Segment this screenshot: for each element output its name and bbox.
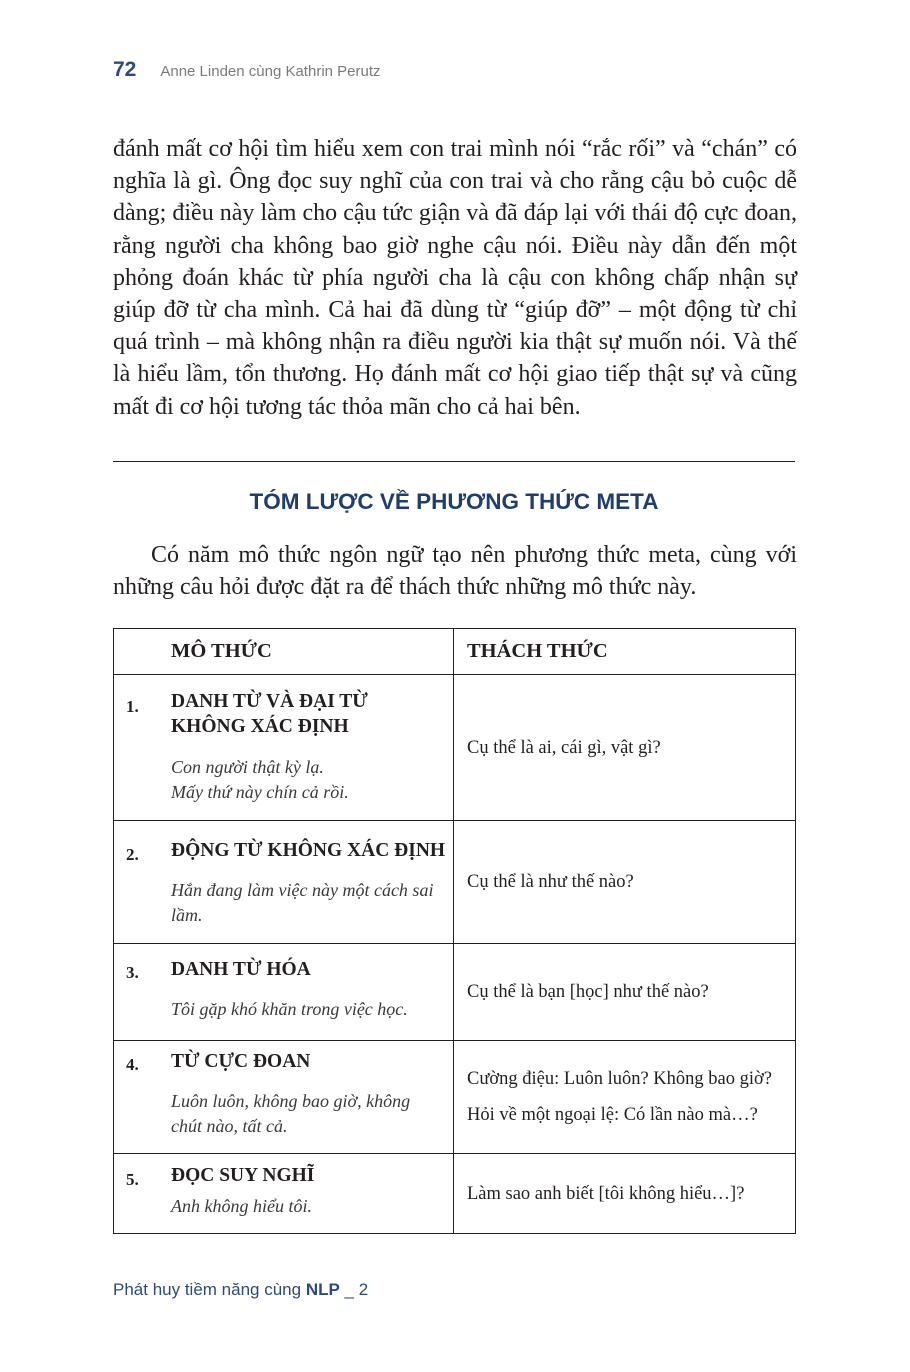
page-number: 72: [113, 58, 137, 81]
challenge-text: Cụ thể là bạn [học] như thế nào?: [467, 982, 709, 1002]
pattern-name: DANH TỪ VÀ ĐẠI TỪ KHÔNG XÁC ĐỊNH: [171, 691, 368, 737]
challenge-cell: [454, 1041, 796, 1154]
table-row: [114, 675, 796, 821]
table-row: [114, 944, 796, 1041]
row-number: 2.: [126, 845, 139, 864]
column-header-challenge: THÁCH THỨC: [454, 629, 796, 675]
challenge-cell: [454, 675, 796, 821]
table-row: [114, 821, 796, 944]
row-number: 3.: [126, 963, 139, 982]
pattern-cell: [114, 675, 454, 821]
challenge-text: Cụ thể là ai, cái gì, vật gì?: [467, 737, 661, 758]
pattern-name: ĐỌC SUY NGHĨ: [171, 1165, 315, 1186]
pattern-cell: [114, 1154, 454, 1234]
footer-nlp: NLP: [305, 1280, 340, 1299]
pattern-example: Mấy thứ này chín cả rồi.: [171, 782, 349, 802]
pattern-example: Con người thật kỳ lạ.: [171, 757, 324, 777]
challenge-text: Cụ thể là như thế nào?: [467, 872, 634, 892]
pattern-name: ĐỘNG TỪ KHÔNG XÁC ĐỊNH: [171, 840, 446, 861]
row-number: 5.: [126, 1170, 139, 1189]
pattern-example: Tôi gặp khó khăn trong việc học.: [171, 999, 408, 1019]
pattern-cell: [114, 1041, 454, 1154]
footer-volume: _ 2: [344, 1280, 369, 1299]
page-header: [113, 58, 381, 82]
pattern-name: DANH TỪ HÓA: [171, 959, 311, 980]
pattern-cell: [114, 944, 454, 1041]
pattern-example: Anh không hiểu tôi.: [171, 1196, 312, 1216]
challenge-text: Hỏi về một ngoại lệ: Có lần nào mà…?: [467, 1105, 758, 1125]
challenge-text: Làm sao anh biết [tôi không hiểu…]?: [467, 1183, 745, 1204]
pattern-example: Luôn luôn, không bao giờ, không chút nào, tất cả.: [171, 1091, 411, 1136]
section-title: TÓM LƯỢC VỀ PHƯƠNG THỨC META: [249, 489, 659, 514]
pattern-example: Hắn đang làm việc này một cách sai lầm.: [171, 880, 434, 925]
column-header-pattern: MÔ THỨC: [114, 629, 454, 675]
footer-text: Phát huy tiềm năng cùng: [113, 1280, 302, 1299]
pattern-name: TỪ CỰC ĐOAN: [171, 1051, 311, 1072]
section-intro: Có năm mô thức ngôn ngữ tạo nên phương thức meta, cùng với những câu hỏi được đặt ra để thách thức những mô thức này.: [113, 542, 797, 600]
table-row: [114, 1041, 796, 1154]
running-title: Anne Linden cùng Kathrin Perutz: [160, 63, 381, 80]
pattern-cell: [114, 821, 454, 944]
challenge-cell: [454, 821, 796, 944]
challenge-cell: [454, 1154, 796, 1234]
page-footer: [113, 1280, 368, 1300]
section-divider: [113, 461, 795, 462]
table-row: [114, 1154, 796, 1234]
row-number: 4.: [126, 1055, 139, 1074]
row-number: 1.: [126, 697, 139, 716]
challenge-text: Cường điệu: Luôn luôn? Không bao giờ?: [467, 1069, 772, 1089]
table-header-row: [114, 629, 796, 675]
challenge-cell: [454, 944, 796, 1041]
body-paragraph: đánh mất cơ hội tìm hiểu xem con trai mình nói “rắc rối” và “chán” có nghĩa là gì. Ông đọc suy nghĩ của con trai và cho rằng cậu bỏ cuộc dễ dàng; điều này làm cho cậu tức giận và đã đáp lại với thái độ cực đoan, rằng người cha không bao giờ nghe cậu nói. Điều này dẫn đến một phỏng đoán khác từ phía người cha là cậu con không chấp nhận sự giúp đỡ từ cha mình. Cả hai đã dùng từ “giúp đỡ” – một động từ chỉ quá trình – mà không nhận ra điều người kia thật sự muốn nói. Và thế là hiểu lầm, tổn thương. Họ đánh mất cơ hội giao tiếp thật sự và cũng mất đi cơ hội tương tác thỏa mãn cho cả hai bên.: [113, 136, 797, 420]
meta-model-table: [113, 628, 796, 1234]
